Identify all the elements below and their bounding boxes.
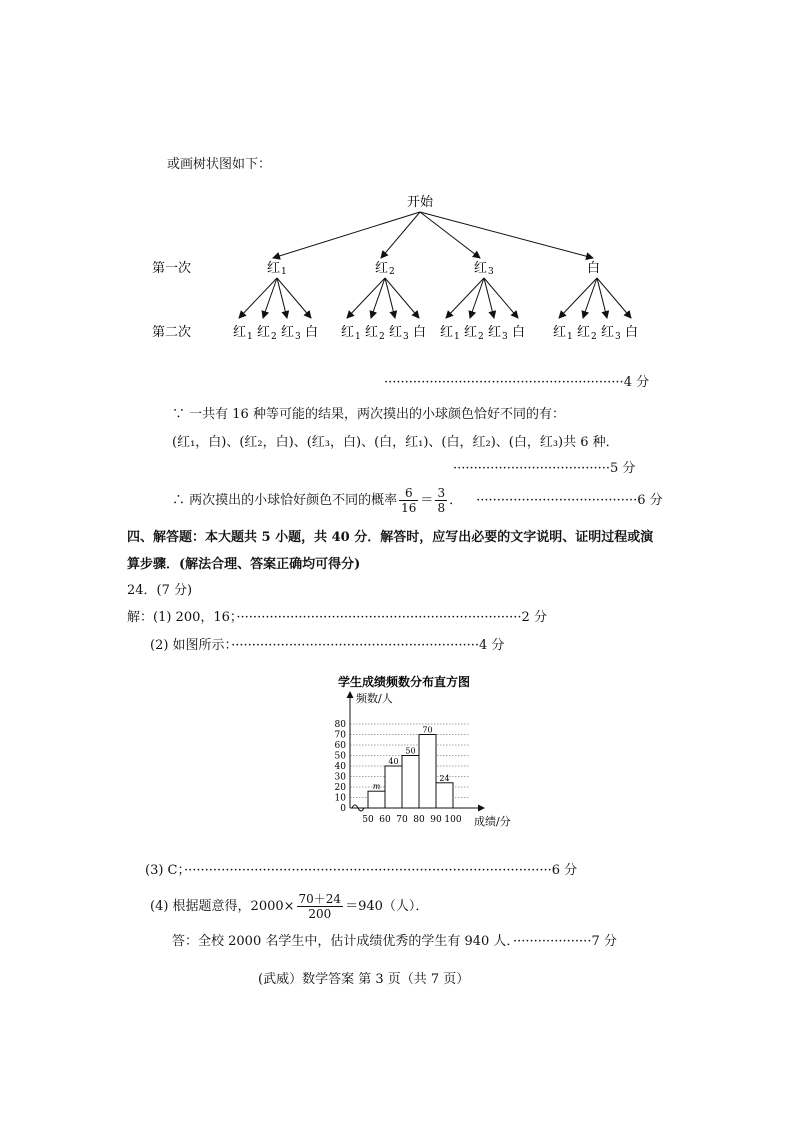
score-5: 5 分 [610,461,636,476]
tree-leaf-3-3: 红$_3$ [488,325,508,342]
tree-leaf-3-2: 红$_2$ [464,325,484,342]
bar-label-5: 24 [439,773,450,783]
outcomes-line: (红₁，白)、(红₂，白)、(红₃，白)、(白，红₁)、(白，红₂)、(白，红₃)共 6 种． [172,435,619,450]
tree-leaf-3-1: 红$_1$ [440,325,460,342]
score-2: 2 分 [521,610,547,625]
y-tick-70: 70 [334,730,346,741]
x-tick-90: 90 [430,815,442,825]
tree-leaf-4-4: 白 [625,325,639,340]
histogram-bar-2 [385,766,402,808]
probability-line: ∴ 两次摸出的小球恰好颜色不同的概率 $\frac{6}{16}$ ＝ $\frac{3}{8}$ ． ······································· 6 分 [172,486,663,515]
y-tick-60: 60 [334,741,346,751]
histogram-bar-4 [419,735,436,809]
tree-leaf-4-3: 红$_3$ [601,325,621,342]
tree-leaf-1-4: 白 [305,325,319,340]
tree-root: 开始 [406,195,434,210]
tree-node-3: 红3 [474,261,494,277]
total-outcomes-line: ∵ 一共有 16 种等可能的结果，两次摸出的小球颜色恰好不同的有： [172,407,565,422]
section4-line2: 算步骤．(解法合理、答案正确均可得分) [127,557,361,572]
tree-leaf-2-4: 白 [413,325,427,340]
y-tick-20: 20 [334,783,346,793]
tree-diagram [140,188,660,348]
tree-node-1: 红1 [267,261,287,277]
score-4a: 4 分 [623,375,650,390]
answer-4-prefix: (4) 根据题意得，2000× [150,899,295,914]
histogram-bar-5 [436,783,453,808]
tree-row2-label: 第二次 [152,325,192,340]
tree-node-2: 红2 [375,261,395,277]
tree-leaf-2-3: 红$_3$ [389,325,409,342]
y-tick-10: 10 [334,793,346,804]
dot-leader: ······································ [453,461,611,476]
score-6b: 6 分 [551,863,578,878]
histogram-ylabel: 频数/人 [356,692,393,705]
answer-4-suffix: ＝940（人）． [345,899,429,914]
histogram-chart [320,672,540,834]
x-tick-80: 80 [413,815,425,825]
y-tick-30: 30 [334,772,346,783]
histogram-bar-3 [402,756,419,809]
final-answer: 答：全校 2000 名学生中，估计成绩优秀的学生有 940 人． [172,934,513,949]
score-6a: 6 分 [637,493,663,508]
score-7: 7 分 [591,934,617,949]
x-tick-100: 100 [444,815,462,825]
prob-fraction-1: $\frac{6}{16}$ [401,486,417,515]
answer-2: (2) 如图所示： [150,638,232,653]
bar-label-4: 70 [422,725,433,735]
x-tick-50: 50 [362,815,374,825]
histogram-xlabel: 成绩/分 [474,815,511,828]
answer-3: (3) C； [145,863,184,878]
score-4b: 4 分 [479,638,505,653]
y-tick-40: 40 [334,762,346,772]
y-tick-80: 80 [334,720,346,730]
tree-leaf-1-1: 红$_1$ [233,325,253,342]
tree-leaf-1-3: 红$_3$ [281,325,301,342]
histogram-title: 学生成绩频数分布直方图 [338,675,471,689]
answer-3-line: (3) C；·························································································6 分 [145,863,578,878]
bar-label-2: 40 [388,757,399,766]
histogram-bar-1 [368,791,385,808]
y-tick-0: 0 [340,804,346,814]
prob-fraction-2: $\frac{3}{8}$ [437,486,446,515]
final-answer-line: 答：全校 2000 名学生中，估计成绩优秀的学生有 940 人．···················7 分 [172,934,617,949]
answer-4-fraction: $\frac{70+24}{200}$ [298,892,342,921]
answer-4-line [150,893,428,920]
tree-row1-label: 第一次 [152,261,192,276]
answer-2-line: (2) 如图所示：····························································4 分 [150,638,505,653]
tree-leaf-3-4: 白 [512,325,526,340]
intro-text: 或画树状图如下： [167,157,272,172]
answer-1-line: 解：(1) 200，16；·····································································2 分 [127,610,547,625]
section4-line1: 四、解答题：本大题共 5 小题，共 40 分．解答时，应写出必要的文字说明、证明过程或演 [127,530,654,545]
tree-leaf-4-2: 红$_2$ [577,325,597,342]
bar-label-1: m [372,782,381,792]
tree-leaf-2-2: 红$_2$ [365,325,385,342]
tree-leaf-1-2: 红$_2$ [257,325,277,342]
question-24: 24．(7 分) [127,583,193,598]
tree-node-4: 白 [587,261,601,276]
dot-leader: ·························································· [384,375,624,390]
page-footer: (武威）数学答案 第 3 页（共 7 页） [258,972,470,987]
answer-1: 解：(1) 200，16； [127,610,237,625]
x-tick-60: 60 [379,815,391,825]
tree-leaf-2-1: 红$_1$ [341,325,361,342]
bar-label-3: 50 [405,746,416,756]
prob-suffix: ． [449,493,463,508]
tree-leaf-4-1: 红$_1$ [553,325,573,342]
prob-prefix: ∴ 两次摸出的小球恰好颜色不同的概率 [172,493,398,508]
y-tick-50: 50 [334,751,346,762]
x-tick-70: 70 [396,815,408,825]
